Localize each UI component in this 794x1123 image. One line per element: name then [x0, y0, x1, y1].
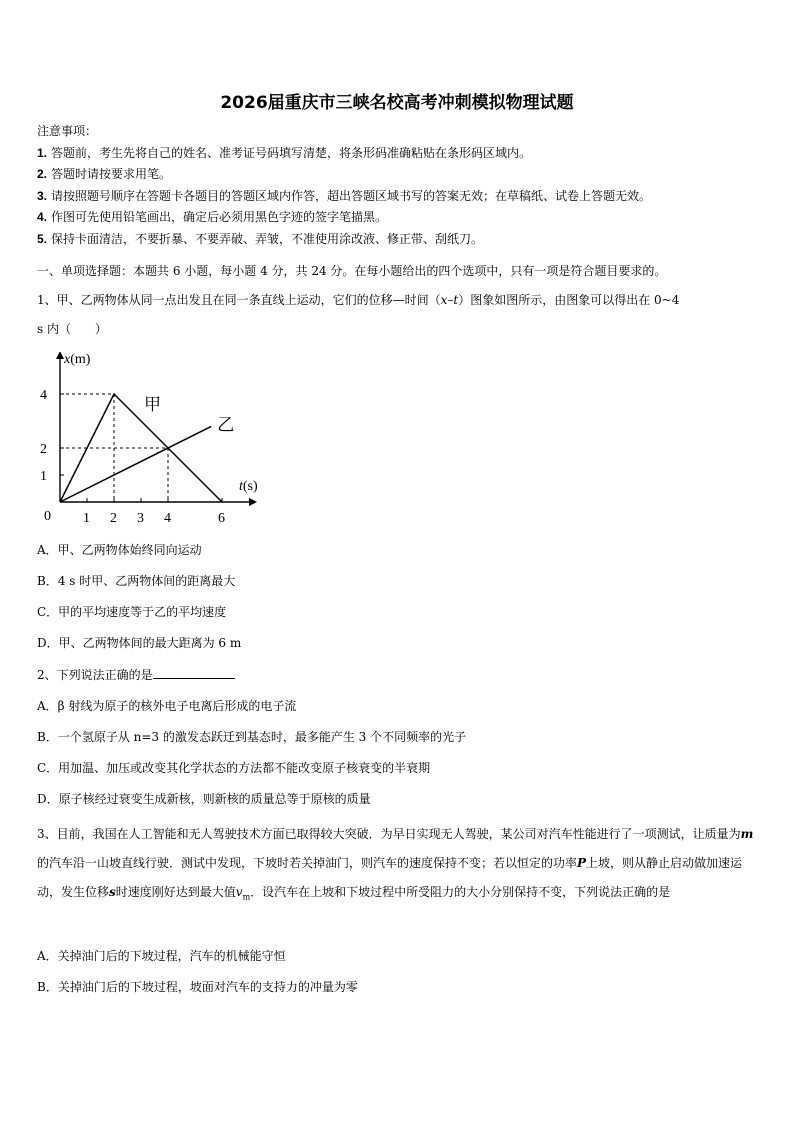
variable-m: m [740, 827, 754, 841]
series-label-yi: 乙 [217, 415, 235, 436]
notice-item-text: 请按照题号顺序在答题卡各题目的答题区域内作答，超出答题区域书写的答案无效；在草稿纸、试卷上答题无效。 [51, 188, 652, 203]
notice-item-number: 1. [37, 145, 48, 160]
x-tick-label: 3 [137, 511, 144, 526]
question-1-option-d[interactable]: D．甲、乙两物体间的最大距离为 6 m [37, 636, 242, 650]
question-3-text: 时速度刚好达到最大值 [115, 885, 236, 899]
question-1-option-a[interactable]: A．甲、乙两物体始终同向运动 [37, 543, 202, 557]
variable-vm: v [235, 885, 243, 899]
notice-item-text: 作图可先使用铅笔画出，确定后必须用黑色字迹的签字笔描黑。 [51, 210, 388, 224]
answer-blank[interactable] [153, 666, 235, 679]
question-2-text: 2、下列说法正确的是 [37, 668, 153, 682]
notice-item-number: 4. [37, 210, 48, 224]
question-2-option-c[interactable]: C．用加温、加压或改变其化学状态的方法都不能改变原子核衰变的半衰期 [37, 761, 431, 775]
notice-item-text: 答题时请按要求用笔。 [51, 167, 172, 181]
question-1-option-c[interactable]: C．甲的平均速度等于乙的平均速度 [37, 605, 227, 619]
notice-item [37, 207, 651, 229]
question-3-text: 的汽车沿一山坡直线行驶．测试中发现，下坡时若关掉油门，则汽车的速度保持不变；若以恒定的功率 [37, 856, 578, 870]
variable-vm-subscript: m [242, 892, 251, 902]
origin-label: 0 [44, 509, 51, 524]
question-1-stem-cont: s 内（ ） [37, 322, 107, 336]
question-1-variable: x–t [440, 293, 459, 307]
xt-graph [30, 352, 290, 532]
notice-item [37, 229, 651, 251]
variable-p: P [577, 856, 587, 870]
section-heading: 一、单项选择题：本题共 6 小题，每小题 4 分，共 24 分。在每小题给出的四个选项中，只有一项是符合题目要求的。 [37, 264, 667, 278]
question-1-stem [37, 291, 759, 308]
x-tick-label: 2 [110, 511, 117, 526]
notice-item-text: 保持卡面清洁，不要折暴、不要弄破、弄皱，不准使用涂改液、修正带、刮纸刀。 [51, 231, 484, 246]
y-axis-arrow [56, 352, 64, 359]
notice-item-text: 答题前，考生先将自己的姓名、准考证号码填写清楚，将条形码准确粘贴在条形码区域内。 [51, 145, 532, 160]
y-tick-label: 2 [40, 442, 47, 457]
question-2-stem [37, 666, 235, 683]
question-3-option-b[interactable]: B．关掉油门后的下坡过程，坡面对汽车的支持力的冲量为零 [37, 980, 358, 994]
notice-item-number: 3. [37, 188, 48, 203]
notice-item [37, 164, 651, 186]
question-1-option-b[interactable]: B．4 s 时甲、乙两物体间的距离最大 [37, 574, 236, 588]
series-label-jia: 甲 [144, 395, 161, 415]
question-3-text: ．设汽车在上坡和下坡过程中所受阻力的大小分别保持不变，下列说法正确的是 [250, 885, 671, 899]
question-3-text: 3、目前，我国在人工智能和无人驾驶技术方面已取得较大突破．为早日实现无人驾驶，某公司对汽车性能进行了一项测试，让质量为 [37, 827, 741, 841]
y-tick-label: 4 [40, 388, 47, 403]
question-2-option-d[interactable]: D．原子核经过衰变生成新核，则新核的质量总等于原核的质量 [37, 792, 371, 806]
x-axis-label: t(s) [239, 479, 258, 494]
notice-block [37, 121, 651, 250]
question-3-stem [37, 820, 757, 911]
page-title: 2026届重庆市三峡名校高考冲刺模拟物理试题 [220, 93, 574, 113]
series-line-yi [60, 426, 211, 502]
variable-s: s [109, 885, 116, 899]
notice-item [37, 186, 651, 208]
question-2-option-a[interactable]: A．β 射线为原子的核外电子电离后形成的电子流 [37, 699, 297, 713]
question-1-text-end: ）图象如图所示，由图象可以得出在 0~4 [458, 293, 680, 307]
notice-item-number: 2. [37, 167, 48, 181]
y-axis-label: x(m) [64, 352, 91, 367]
notice-item [37, 143, 651, 165]
question-2-option-b[interactable]: B．一个氢原子从 n=3 的激发态跃迁到基态时，最多能产生 3 个不同频率的光子 [37, 730, 467, 744]
x-tick-label: 6 [218, 511, 225, 526]
notice-heading: 注意事项： [37, 124, 98, 138]
x-axis-arrow [249, 498, 257, 506]
x-tick-label: 4 [164, 511, 171, 526]
notice-item-number: 5. [37, 231, 48, 246]
x-tick-label: 1 [83, 511, 90, 526]
y-tick-label: 1 [40, 469, 47, 484]
question-3-option-a[interactable]: A．关掉油门后的下坡过程，汽车的机械能守恒 [37, 949, 286, 963]
question-3-text: 上坡，则从静止启动做加速运动，发生位移 [37, 856, 743, 899]
question-1-text: 1、甲、乙两物体从同一点出发且在同一条直线上运动，它们的位移—时间（ [37, 293, 441, 307]
